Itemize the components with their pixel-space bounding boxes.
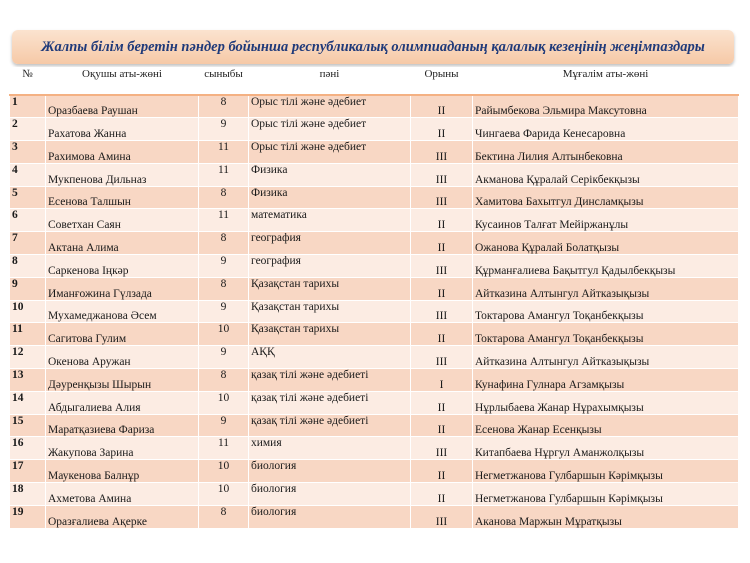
teacher-name: Айтказина Алтынгул Айтказықызы <box>473 346 739 369</box>
place: II <box>411 209 473 232</box>
student-name: Есенова Талшын <box>46 186 199 209</box>
row-number: 15 <box>10 414 46 437</box>
grade: 10 <box>199 483 249 506</box>
table-row <box>10 255 739 278</box>
student-name: Советхан Саян <box>46 209 199 232</box>
row-number: 4 <box>10 163 46 186</box>
header-student-name: Оқушы аты-жөні <box>46 68 199 96</box>
row-number: 16 <box>10 437 46 460</box>
row-number: 7 <box>10 232 46 255</box>
student-name: Жакупова Зарина <box>46 437 199 460</box>
place: III <box>411 255 473 278</box>
teacher-name: Кунафина Гулнара Агзамқызы <box>473 369 739 392</box>
student-name: Саркенова Іңкәр <box>46 255 199 278</box>
table-row <box>10 437 739 460</box>
table-row <box>10 163 739 186</box>
teacher-name: Айтказина Алтынгул Айтказықызы <box>473 277 739 300</box>
place: III <box>411 505 473 528</box>
grade: 9 <box>199 300 249 323</box>
teacher-name: Райымбекова Эльмира Максутовна <box>473 95 739 118</box>
student-name: Мукпенова Дильназ <box>46 163 199 186</box>
student-name: Маратқазиева Фариза <box>46 414 199 437</box>
teacher-name: Хамитова Бахытгул Динсламқызы <box>473 186 739 209</box>
table-row <box>10 141 739 164</box>
teacher-name: Китапбаева Нұргул Аманжолқызы <box>473 437 739 460</box>
table-row <box>10 186 739 209</box>
subject: Қазақстан тарихы <box>249 277 411 300</box>
table-row <box>10 460 739 483</box>
subject: қазақ тілі және әдебиеті <box>249 391 411 414</box>
subject: химия <box>249 437 411 460</box>
winners-table <box>9 67 739 529</box>
row-number: 14 <box>10 391 46 414</box>
grade: 8 <box>199 95 249 118</box>
grade: 8 <box>199 505 249 528</box>
place: III <box>411 437 473 460</box>
place: III <box>411 300 473 323</box>
subject: Орыс тілі және әдебиет <box>249 141 411 164</box>
place: II <box>411 118 473 141</box>
subject: география <box>249 255 411 278</box>
grade: 11 <box>199 437 249 460</box>
table-row <box>10 414 739 437</box>
teacher-name: Чингаева Фарида Кенесаровна <box>473 118 739 141</box>
table-row <box>10 346 739 369</box>
place: II <box>411 460 473 483</box>
subject: Физика <box>249 186 411 209</box>
grade: 11 <box>199 209 249 232</box>
header-place: Орыны <box>411 68 473 96</box>
table-row <box>10 300 739 323</box>
table-header-row <box>10 68 739 96</box>
teacher-name: Бектина Лилия Алтынбековна <box>473 141 739 164</box>
subject: география <box>249 232 411 255</box>
table-row <box>10 118 739 141</box>
subject: қазақ тілі және әдебиеті <box>249 414 411 437</box>
teacher-name: Токтарова Амангул Тоқанбекқызы <box>473 323 739 346</box>
row-number: 17 <box>10 460 46 483</box>
place: II <box>411 95 473 118</box>
teacher-name: Акманова Құралай Серікбекқызы <box>473 163 739 186</box>
subject: математика <box>249 209 411 232</box>
row-number: 12 <box>10 346 46 369</box>
subject: Физика <box>249 163 411 186</box>
grade: 8 <box>199 232 249 255</box>
row-number: 6 <box>10 209 46 232</box>
grade: 11 <box>199 141 249 164</box>
row-number: 11 <box>10 323 46 346</box>
row-number: 3 <box>10 141 46 164</box>
student-name: Окенова Аружан <box>46 346 199 369</box>
student-name: Оразғалиева Ақерке <box>46 505 199 528</box>
subject: биология <box>249 505 411 528</box>
place: II <box>411 277 473 300</box>
row-number: 10 <box>10 300 46 323</box>
grade: 11 <box>199 163 249 186</box>
row-number: 1 <box>10 95 46 118</box>
table-row <box>10 505 739 528</box>
table-row <box>10 209 739 232</box>
teacher-name: Кусаинов Талғат Мейіржанұлы <box>473 209 739 232</box>
grade: 9 <box>199 118 249 141</box>
place: II <box>411 391 473 414</box>
place: II <box>411 323 473 346</box>
table-row <box>10 391 739 414</box>
table-row <box>10 232 739 255</box>
table-row <box>10 483 739 506</box>
table-row <box>10 323 739 346</box>
place: III <box>411 141 473 164</box>
grade: 10 <box>199 460 249 483</box>
grade: 8 <box>199 369 249 392</box>
header-grade: сыныбы <box>199 68 249 96</box>
header-subject: пәні <box>249 68 411 96</box>
subject: Қазақстан тарихы <box>249 300 411 323</box>
place: III <box>411 346 473 369</box>
table-row <box>10 95 739 118</box>
teacher-name: Токтарова Амангул Тоқанбекқызы <box>473 300 739 323</box>
place: II <box>411 232 473 255</box>
table-row <box>10 277 739 300</box>
row-number: 2 <box>10 118 46 141</box>
teacher-name: Нұрлыбаева Жанар Нұрахымқызы <box>473 391 739 414</box>
teacher-name: Құрманғалиева Бақытгул Қадылбекқызы <box>473 255 739 278</box>
subject: қазақ тілі және әдебиеті <box>249 369 411 392</box>
place: II <box>411 414 473 437</box>
grade: 9 <box>199 414 249 437</box>
teacher-name: Аканова Маржын Мұратқызы <box>473 505 739 528</box>
subject: Қазақстан тарихы <box>249 323 411 346</box>
student-name: Оразбаева Раушан <box>46 95 199 118</box>
subject: АҚҚ <box>249 346 411 369</box>
student-name: Рахимова Амина <box>46 141 199 164</box>
subject: Орыс тілі және әдебиет <box>249 118 411 141</box>
row-number: 18 <box>10 483 46 506</box>
page-title: Жалпы білім беретін пәндер бойынша республикалық олимпиаданың қалалық кезеңінің жеңімпаздары <box>41 38 705 55</box>
grade: 10 <box>199 391 249 414</box>
student-name: Иманғожина Гүлзада <box>46 277 199 300</box>
teacher-name: Негметжанова Гулбаршын Кәрімқызы <box>473 460 739 483</box>
row-number: 19 <box>10 505 46 528</box>
header-teacher-name: Мұғалім аты-жөні <box>473 68 739 96</box>
place: III <box>411 163 473 186</box>
row-number: 9 <box>10 277 46 300</box>
row-number: 13 <box>10 369 46 392</box>
grade: 9 <box>199 255 249 278</box>
subject: Орыс тілі және әдебиет <box>249 95 411 118</box>
place: II <box>411 483 473 506</box>
grade: 8 <box>199 186 249 209</box>
place: III <box>411 186 473 209</box>
row-number: 8 <box>10 255 46 278</box>
student-name: Сагитова Гулим <box>46 323 199 346</box>
title-banner <box>12 30 734 64</box>
header-number: № <box>10 68 46 96</box>
student-name: Дәуренқызы Шырын <box>46 369 199 392</box>
grade: 9 <box>199 346 249 369</box>
table-row <box>10 369 739 392</box>
place: I <box>411 369 473 392</box>
grade: 8 <box>199 277 249 300</box>
student-name: Мухамеджанова Әсем <box>46 300 199 323</box>
student-name: Маукенова Балнұр <box>46 460 199 483</box>
student-name: Актана Алима <box>46 232 199 255</box>
subject: биология <box>249 460 411 483</box>
student-name: Ахметова Амина <box>46 483 199 506</box>
student-name: Рахатова Жанна <box>46 118 199 141</box>
row-number: 5 <box>10 186 46 209</box>
student-name: Абдыгалиева Алия <box>46 391 199 414</box>
subject: биология <box>249 483 411 506</box>
grade: 10 <box>199 323 249 346</box>
teacher-name: Негметжанова Гулбаршын Кәрімқызы <box>473 483 739 506</box>
teacher-name: Ожанова Құралай Болатқызы <box>473 232 739 255</box>
teacher-name: Есенова Жанар Есенқызы <box>473 414 739 437</box>
